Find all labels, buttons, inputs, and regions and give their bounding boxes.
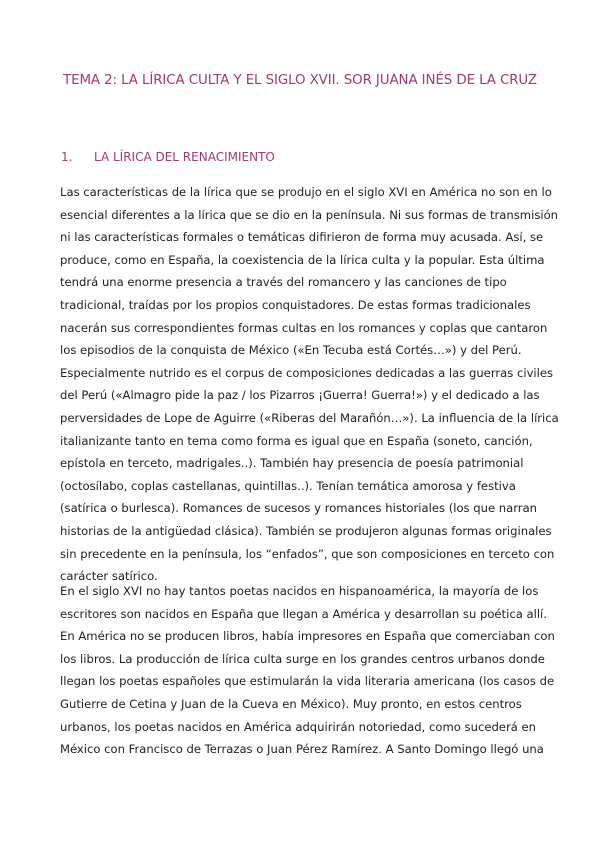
paragraph-2 bbox=[60, 580, 555, 761]
paragraph-line: nacerán sus correspondientes formas cultas en los romances y coplas que cantaron bbox=[60, 320, 548, 335]
paragraph-line: Las características de la lírica que se produjo en el siglo XVI en América no son en lo bbox=[60, 185, 552, 199]
section-title: LA LÍRICA DEL RENACIMIENTO bbox=[94, 150, 275, 164]
paragraph-line: urbanos, los poetas nacidos en América adquirirán notoriedad, como sucederá en bbox=[60, 719, 536, 734]
section-heading bbox=[61, 148, 275, 166]
paragraph-line: los episodios de la conquista de México («En Tecuba está Cortés…») y del Perú. bbox=[60, 343, 522, 358]
paragraph-line: (satírica o burlesca). Romances de sucesos y romances historiales (los que narran bbox=[60, 501, 538, 516]
paragraph-line: esencial diferentes a la lírica que se dio en la península. Ni sus formas de transmisión bbox=[60, 207, 559, 222]
paragraph-line: llegan los poetas españoles que estimularán la vida literaria americana (los casos de bbox=[60, 674, 555, 689]
paragraph-line: tradicional, traídas por los propios conquistadores. De estas formas tradicionales bbox=[60, 297, 531, 312]
section-number: 1. bbox=[61, 150, 73, 164]
paragraph-line: sin precedente en la península, los “enfados”, que son composiciones en terceto con bbox=[60, 546, 555, 561]
paragraph-1 bbox=[60, 181, 559, 588]
paragraph-line: del Perú («Almagro pide la paz / los Pizarros ¡Guerra! Guerra!») y el dedicado a las bbox=[60, 388, 540, 403]
paragraph-line: epístola en terceto, madrigales..). También hay presencia de poesía patrimonial bbox=[60, 456, 524, 471]
paragraph-line: los libros. La producción de lírica culta surge en los grandes centros urbanos donde bbox=[60, 651, 545, 666]
paragraph-line: escritores son nacidos en España que llegan a América y desarrollan su poética allí. bbox=[60, 606, 547, 621]
paragraph-line: ni las características formales o temáticas difirieron de forma muy acusada. Así, se bbox=[60, 230, 544, 245]
paragraph-line: Especialmente nutrido es el corpus de composiciones dedicadas a las guerras civiles bbox=[60, 365, 554, 380]
paragraph-line: historias de la antigüedad clásica). También se produjeron algunas formas originales bbox=[60, 523, 552, 538]
paragraph-line: En el siglo XVI no hay tantos poetas nacidos en hispanoamérica, la mayoría de los bbox=[60, 584, 539, 598]
paragraph-line: italianizante tanto en tema como forma es igual que en España (soneto, canción, bbox=[60, 433, 533, 448]
paragraph-line: carácter satírico. bbox=[60, 569, 158, 584]
document-title: TEMA 2: LA LÍRICA CULTA Y EL SIGLO XVII. SOR JUANA INÉS DE LA CRUZ bbox=[63, 73, 537, 88]
paragraph-line: (octosílabo, coplas castellanas, quintillas..). Tenían temática amorosa y festiva bbox=[60, 478, 516, 493]
paragraph-line: En América no se producen libros, había impresores en España que comerciaban con bbox=[60, 629, 555, 644]
paragraph-line: produce, como en España, la coexistencia de la lírica culta y la popular. Esta última bbox=[60, 252, 545, 267]
paragraph-line: perversidades de Lope de Aguirre («Riberas del Marañón…»). La influencia de la lírica bbox=[60, 410, 559, 425]
paragraph-line: tendrá una enorme presencia a través del romancero y las canciones de tipo bbox=[60, 275, 507, 290]
paragraph-line: México con Francisco de Terrazas o Juan Pérez Ramírez. A Santo Domingo llegó una bbox=[60, 742, 544, 757]
paragraph-line: Gutierre de Cetina y Juan de la Cueva en México). Muy pronto, en estos centros bbox=[60, 696, 522, 711]
